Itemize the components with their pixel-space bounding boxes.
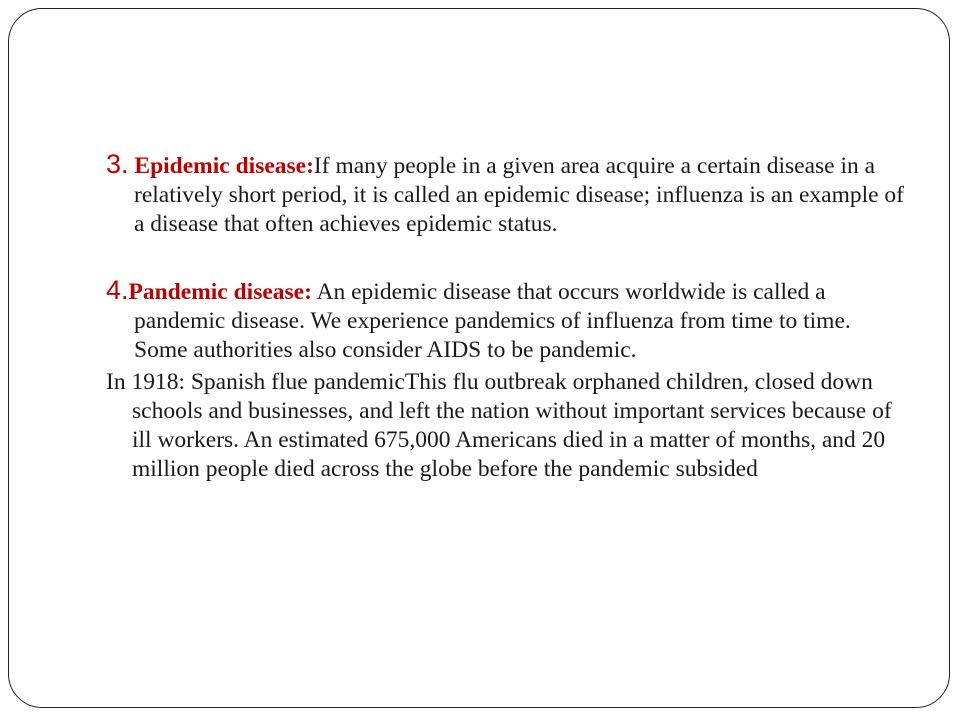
spacer [106, 239, 906, 276]
item-heading: Pandemic disease: [128, 279, 312, 305]
item-number: 3. [106, 149, 129, 179]
paragraph-1918 [106, 368, 906, 484]
item-text: In 1918: Spanish flue pandemicThis flu outbreak orphaned children, closed down schools and businesses, and left the nation without important services because of ill workers. An estimated 675,000 Americans died in a matter of months, and 20 million people died across the globe before the pandemic subsided [106, 369, 892, 482]
slide-body [106, 150, 906, 484]
paragraph-pandemic [106, 276, 906, 365]
item-text: If many people in a given area acquire a certain disease in a relatively short period, it is called an epidemic disease; influenza is an example of a disease that often achieves epidemic status. [134, 153, 905, 237]
item-heading: Epidemic disease: [128, 153, 314, 179]
item-number: 4. [106, 275, 129, 305]
paragraph-epidemic [106, 150, 906, 239]
item-text: An epidemic disease that occurs worldwide is called a pandemic disease. We experience pandemics of influenza from time to time. Some authorities also consider AIDS to be pandemic. [134, 279, 851, 363]
